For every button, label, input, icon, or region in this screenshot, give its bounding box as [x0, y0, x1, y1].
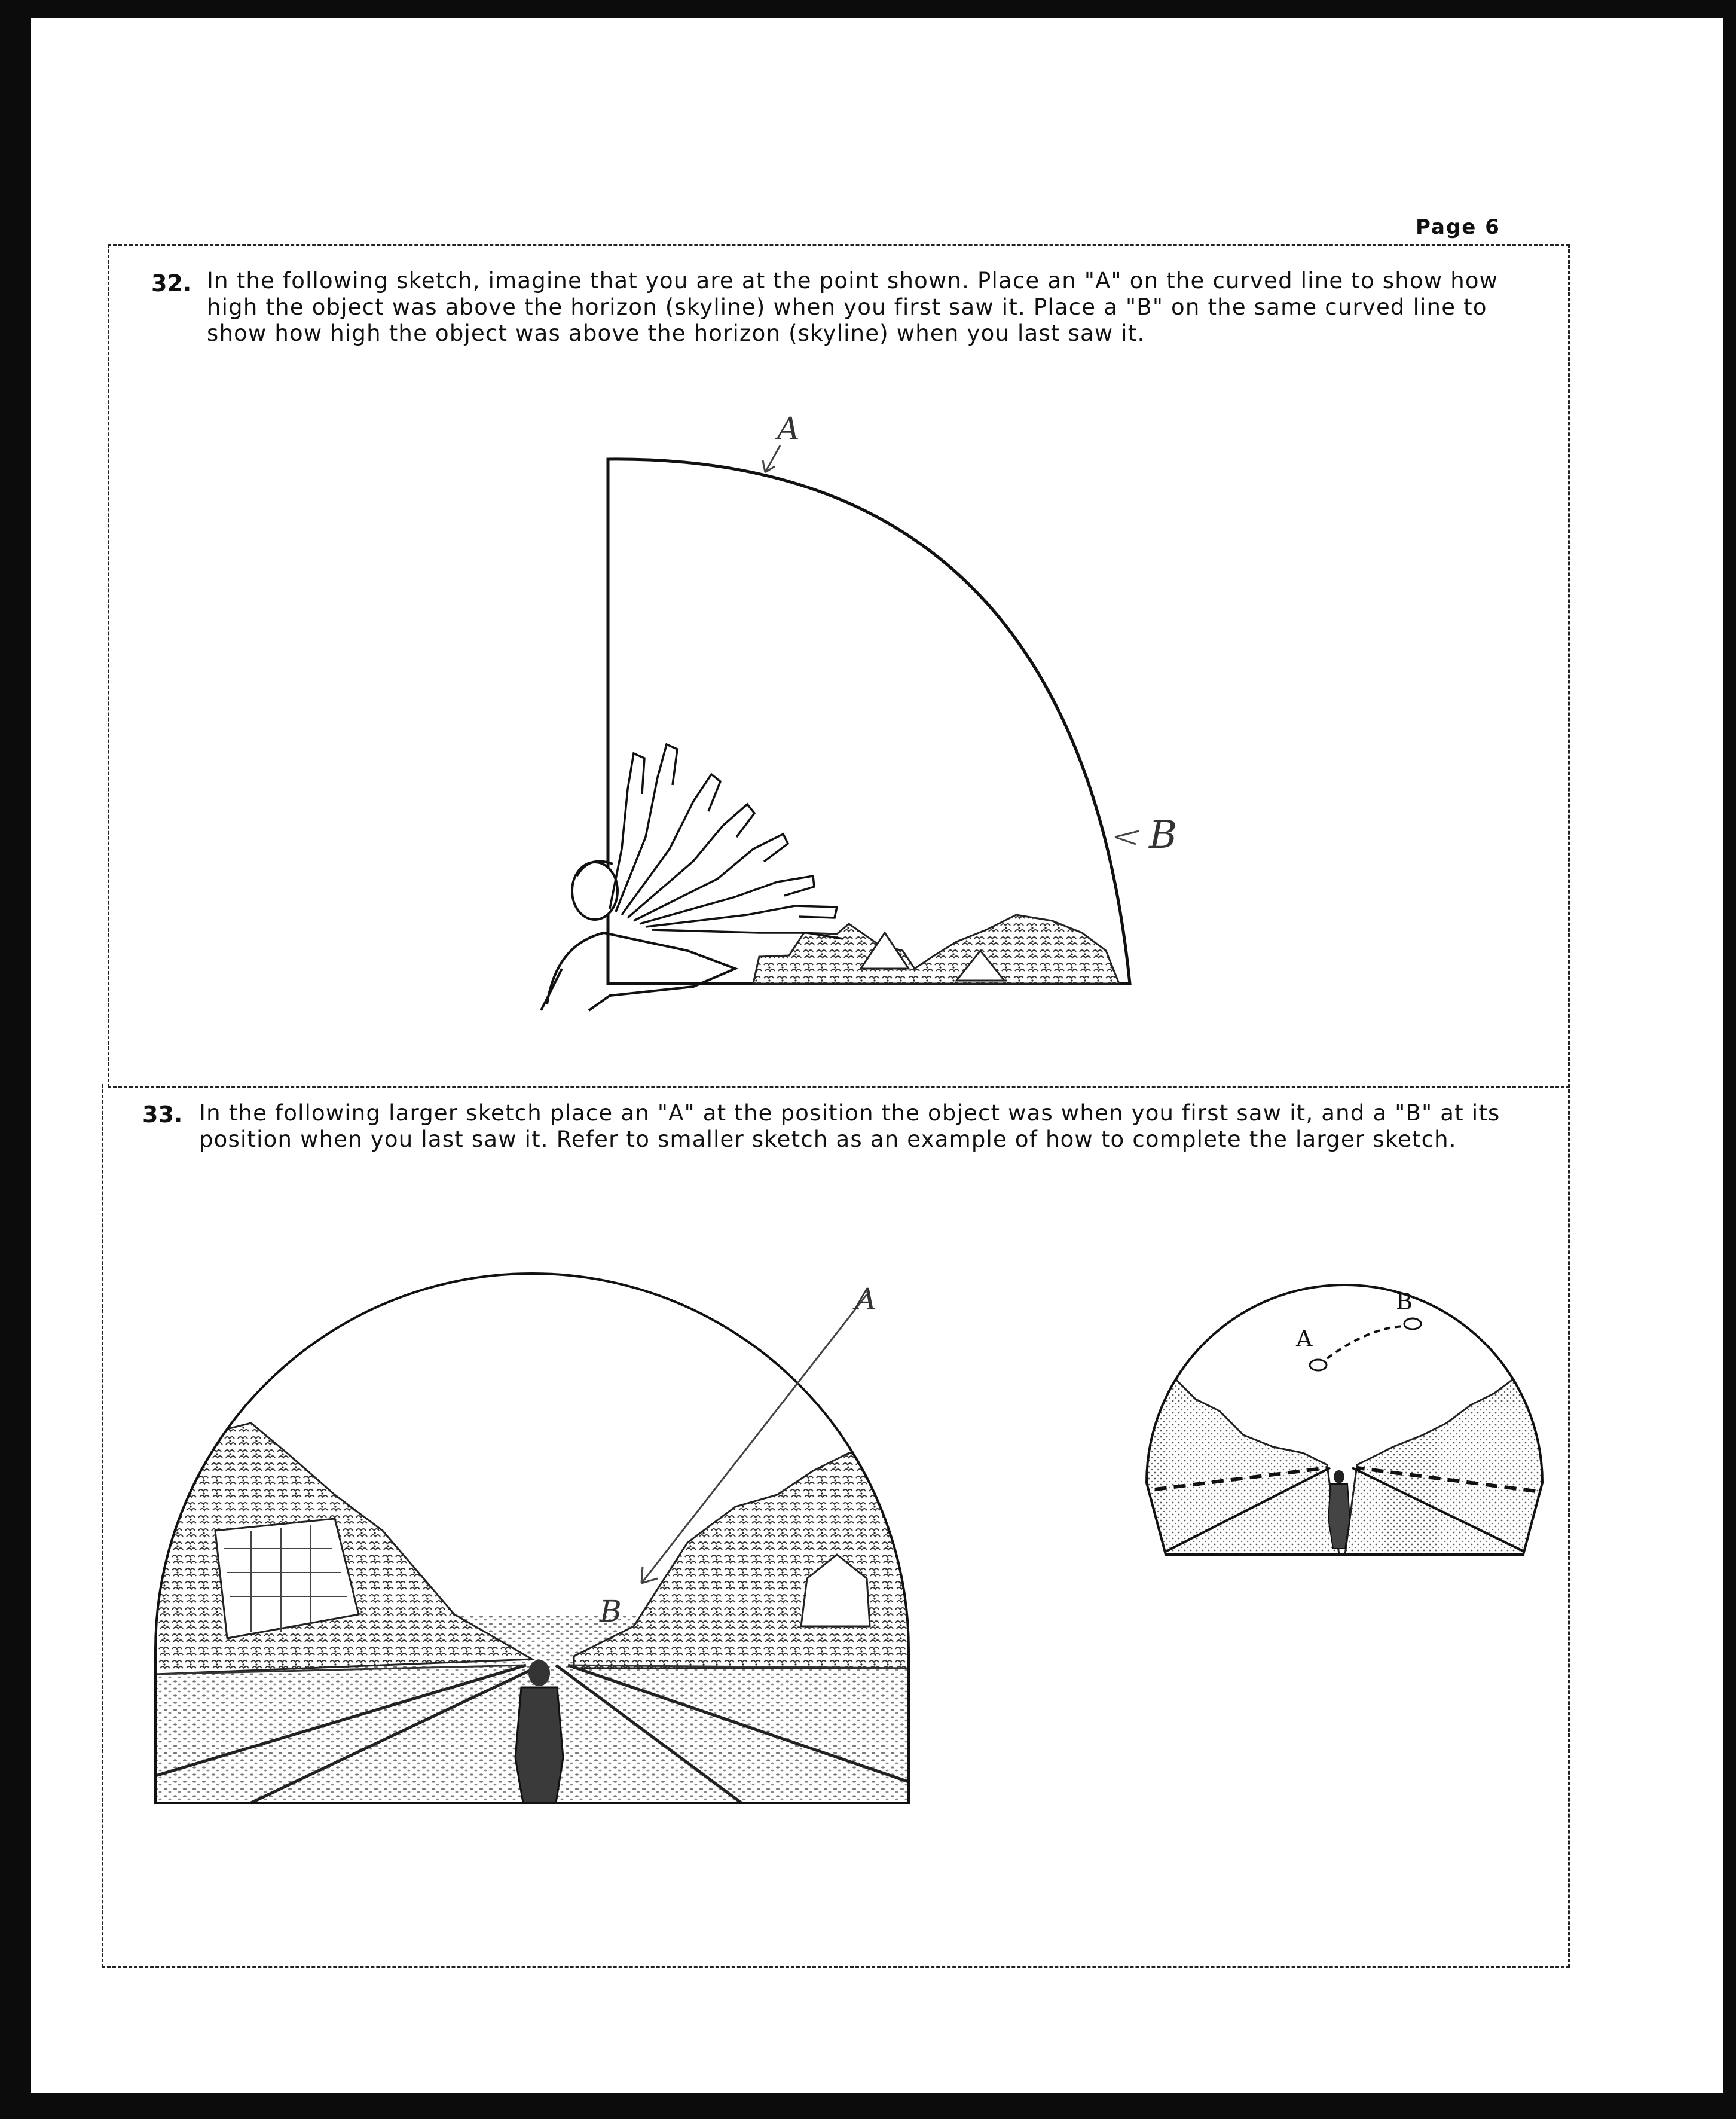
q33-mark-b-letter: B [600, 1594, 622, 1629]
q32-quadrant-sketch [541, 411, 1177, 1010]
q33-example-dome [1136, 1285, 1554, 1555]
question-32-line-2: high the object was above the horizon (skyline) when you first saw it. Place a "B" on the same curved line to [207, 294, 1487, 320]
q33-example-label-b: B [1396, 1289, 1413, 1315]
question-33-line-1: In the following larger sketch place an "A" at the position the object was when you first saw it, and a "B" at its [199, 1100, 1500, 1126]
q33-example-object-a [1310, 1360, 1327, 1370]
q33-example-object-b [1404, 1318, 1421, 1329]
q33-example-left-hills [1136, 1363, 1339, 1555]
question-33-number: 33. [142, 1101, 183, 1128]
q32-mark-a-arrow [763, 445, 780, 472]
q33-right-trees [574, 1453, 909, 1668]
q32-mark-b-arrow [1115, 831, 1139, 844]
q33-example-object-path [1295, 1289, 1421, 1370]
q33-large-dome-sketch [155, 1274, 909, 1806]
question-33-line-2: position when you last saw it. Refer to smaller sketch as an example of how to complete the larger sketch. [199, 1126, 1457, 1152]
q33-example-label-a: A [1296, 1326, 1313, 1352]
page-number: Page 6 [1416, 215, 1500, 239]
q32-rooftops [753, 915, 1119, 984]
question-32-line-3: show how high the object was above the horizon (skyline) when you last saw it. [207, 320, 1145, 346]
q32-mark-a [763, 411, 800, 472]
q33-left-trees [155, 1423, 532, 1674]
q32-quadrant-frame [608, 459, 1130, 984]
q33-example-right-hills [1345, 1363, 1554, 1555]
question-32-line-1: In the following sketch, imagine that you are at the point shown. Place an "A" on the curved line to show how [207, 268, 1499, 294]
q32-pointing-arms [610, 744, 843, 939]
q32-mark-b [1115, 813, 1177, 857]
q32-mark-b-letter: B [1149, 813, 1178, 857]
question-32-number: 32. [151, 270, 192, 297]
q32-mark-a-letter: A [777, 411, 800, 447]
q33-example-figure [1328, 1470, 1350, 1549]
q33-mark-a-letter: A [855, 1282, 877, 1317]
